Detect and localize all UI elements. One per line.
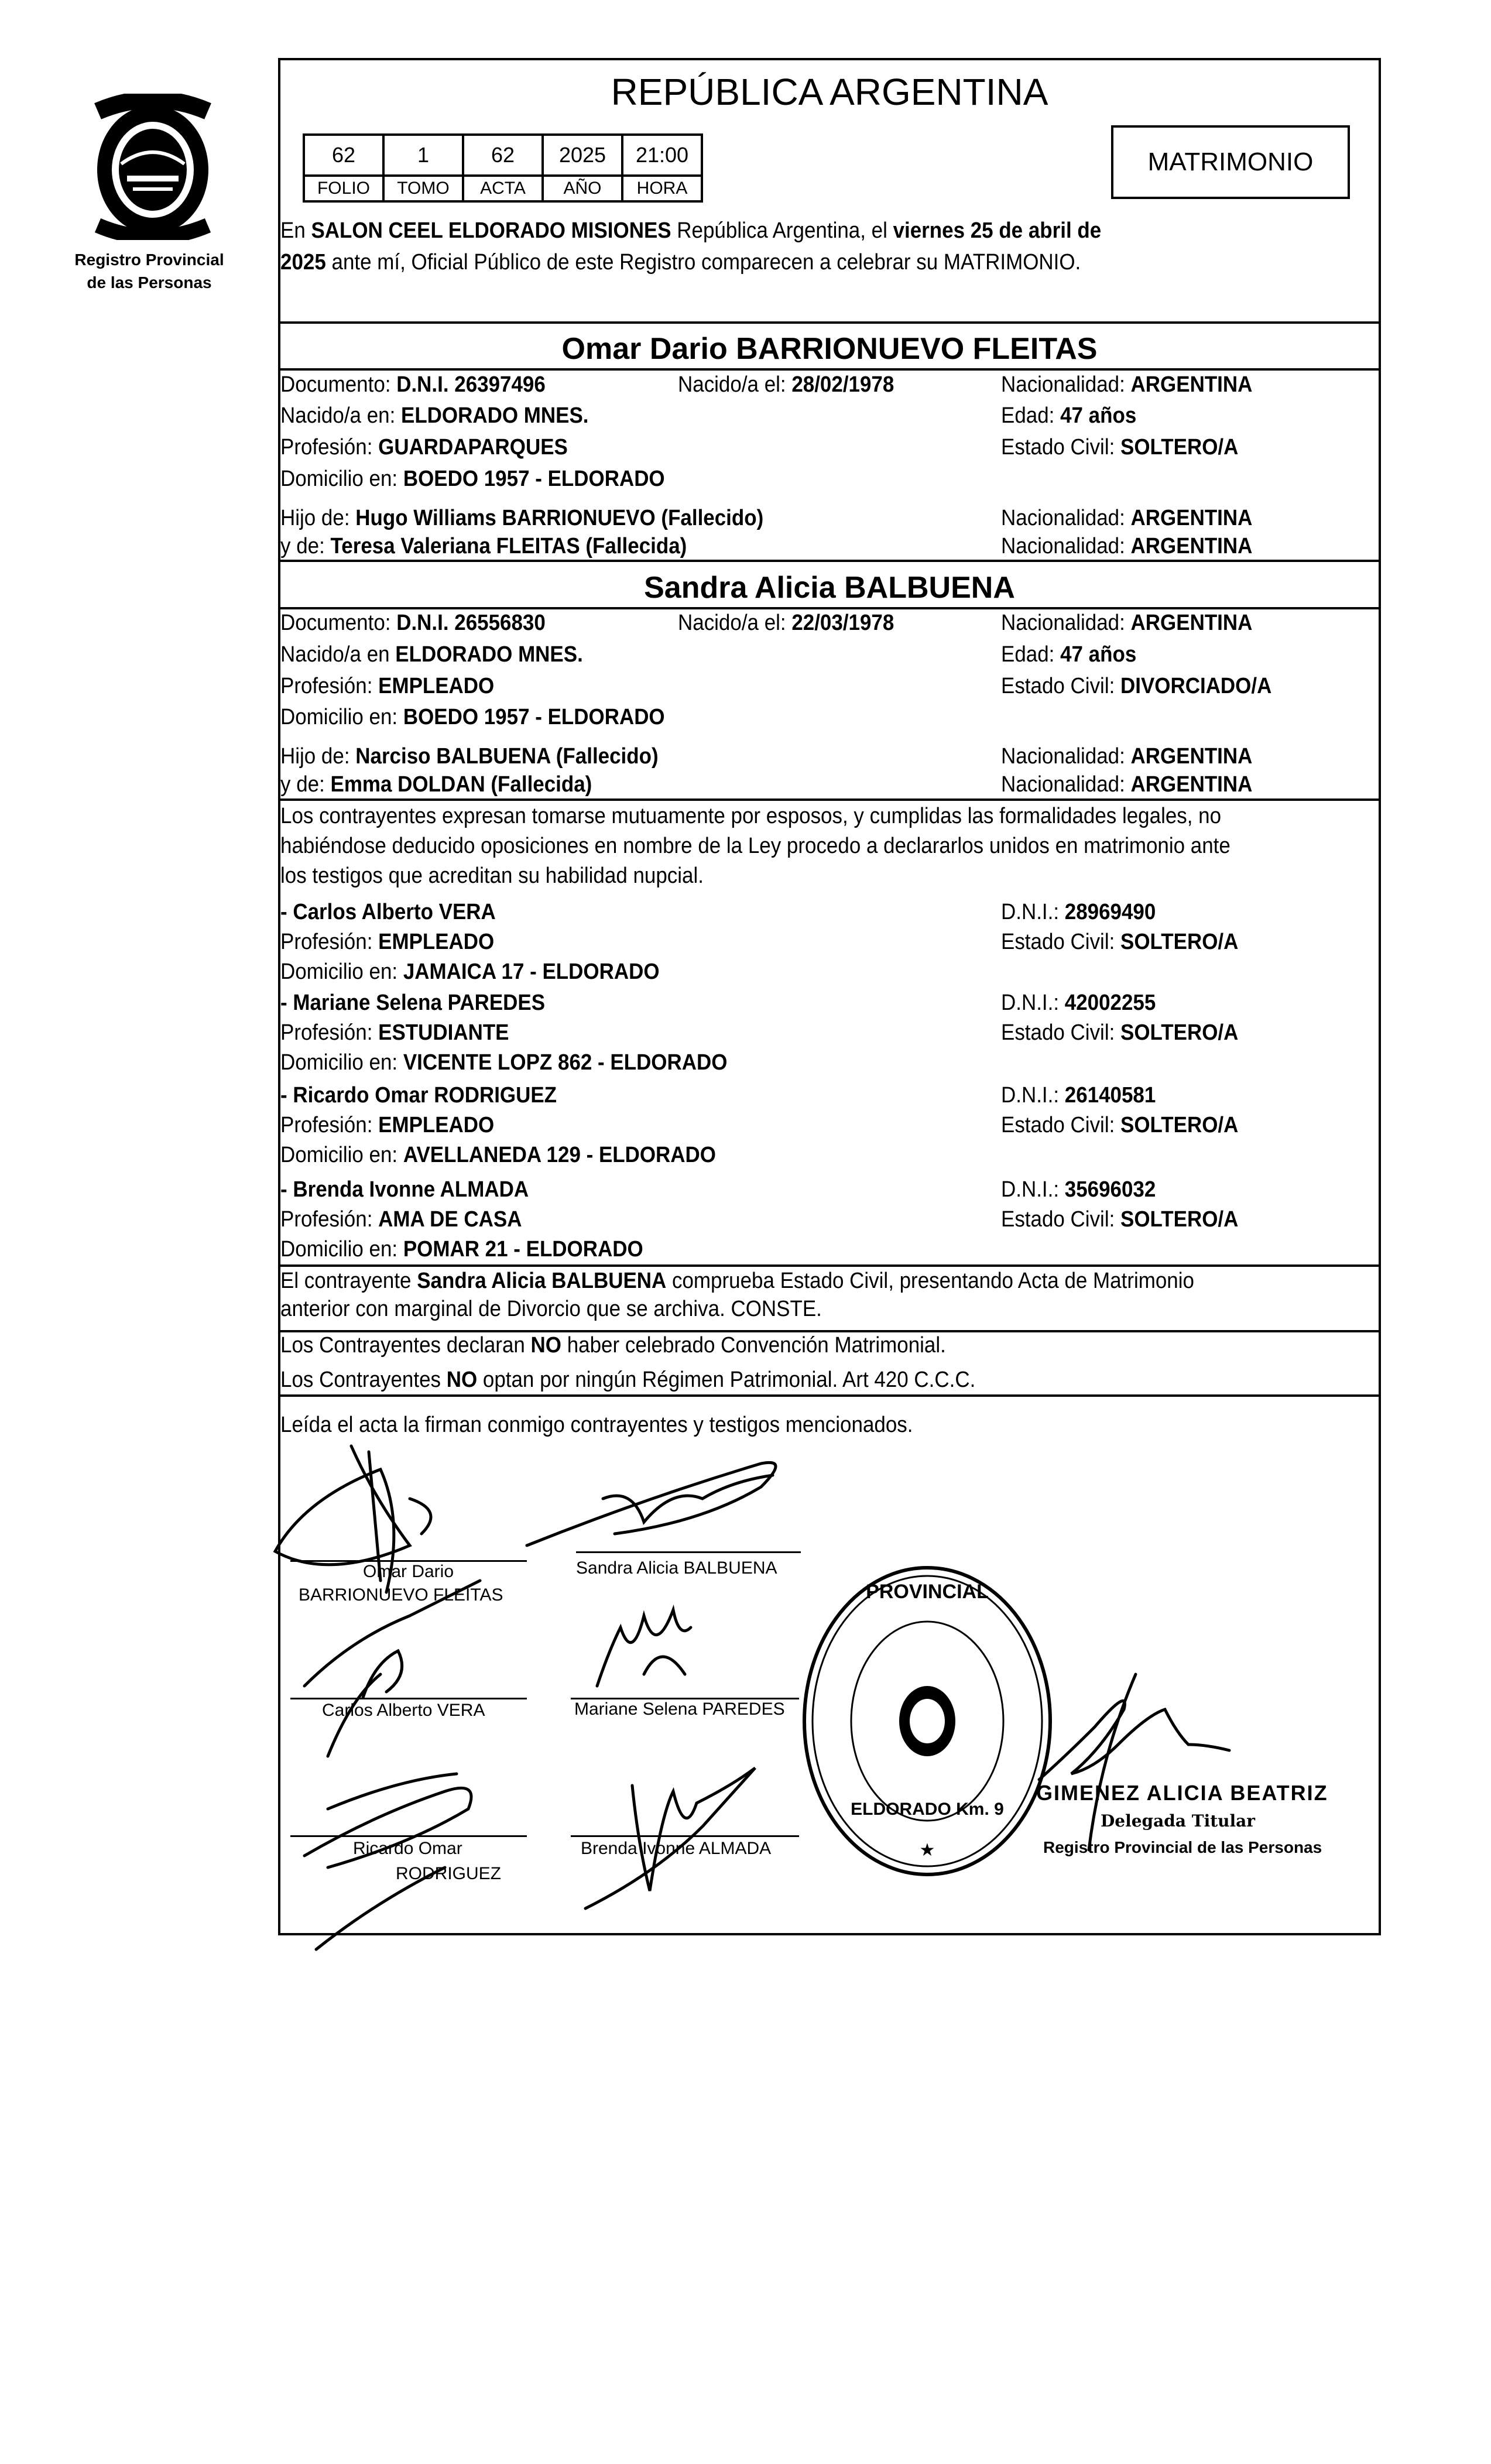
- acta-label: ACTA: [463, 176, 543, 201]
- spouse2-signature-label: Sandra Alicia BALBUENA: [576, 1558, 777, 1578]
- spouse2-name: Sandra Alicia BALBUENA: [644, 571, 1015, 605]
- label: Documento:: [280, 611, 397, 635]
- official-role: Delegada Titular: [1101, 1811, 1256, 1831]
- signature-intro: Leída el acta la firman conmigo contrayentes y testigos mencionados.: [280, 1413, 913, 1437]
- text: NO: [530, 1333, 561, 1358]
- value: BOEDO 1957 - ELDORADO: [403, 705, 665, 729]
- label: Domicilio en:: [280, 1050, 403, 1075]
- value: GUARDAPARQUES: [378, 435, 568, 460]
- label: Nacido/a el:: [678, 372, 792, 397]
- value: ARGENTINA: [1130, 772, 1253, 797]
- signature-spouse2: [527, 1462, 776, 1545]
- label: Estado Civil:: [1001, 435, 1121, 460]
- intro-text: República Argentina, el: [671, 218, 893, 243]
- witness-name: - Carlos Alberto VERA: [280, 900, 496, 924]
- hour-label: HORA: [622, 176, 702, 201]
- value: 47 años: [1060, 642, 1137, 667]
- label: Nacido/a en:: [280, 403, 402, 428]
- spouse1-signature-label-1: Omar Dario: [363, 1562, 454, 1581]
- label: Profesión:: [280, 674, 379, 698]
- value: SOLTERO/A: [1120, 930, 1239, 954]
- label: Estado Civil:: [1001, 1207, 1121, 1232]
- value: Hugo Williams BARRIONUEVO (Fallecido): [355, 506, 764, 530]
- witness1-signature-label: Carlos Alberto VERA: [322, 1701, 485, 1720]
- signature-witness1: [304, 1581, 480, 1756]
- value: SOLTERO/A: [1120, 435, 1239, 460]
- value: AMA DE CASA: [378, 1207, 522, 1232]
- label: Profesión:: [280, 930, 379, 954]
- act-type-box: MATRIMONIO: [1111, 125, 1350, 199]
- label: Estado Civil:: [1001, 1113, 1121, 1137]
- value: D.N.I. 26556830: [396, 611, 546, 635]
- official-name: GIMENEZ ALICIA BEATRIZ: [1036, 1781, 1328, 1805]
- value: ARGENTINA: [1130, 534, 1253, 558]
- value: ELDORADO MNES.: [401, 403, 589, 428]
- declaration-line-3: los testigos que acreditan su habilidad nupcial.: [280, 863, 704, 888]
- value: EMPLEADO: [378, 930, 495, 954]
- signature-witness4: [585, 1768, 755, 1908]
- label: Documento:: [280, 372, 397, 397]
- label: D.N.I.:: [1001, 1177, 1065, 1202]
- label: Nacionalidad:: [1001, 372, 1131, 397]
- label: Estado Civil:: [1001, 674, 1121, 698]
- label: y de:: [280, 772, 331, 797]
- label: Domicilio en:: [280, 1237, 403, 1262]
- registry-caption-line1: Registro Provincial: [74, 251, 224, 269]
- intro-text: ante mí, Oficial Público de este Registro comparecen a celebrar su MATRIMONIO.: [325, 250, 1081, 275]
- spouse1-signature-label-2: BARRIONUEVO FLEITAS: [299, 1585, 503, 1605]
- label: Profesión:: [280, 1207, 379, 1232]
- witness3-signature-label-1: Ricardo Omar: [353, 1839, 462, 1858]
- witness3-signature-label-2: RODRIGUEZ: [396, 1864, 501, 1883]
- value: 26140581: [1064, 1083, 1156, 1108]
- text: El contrayente: [280, 1269, 417, 1293]
- label: Nacido/a en: [280, 642, 396, 667]
- value: ARGENTINA: [1130, 744, 1253, 769]
- value: POMAR 21 - ELDORADO: [403, 1237, 643, 1262]
- value: EMPLEADO: [378, 674, 495, 698]
- spouse-name: Sandra Alicia BALBUENA: [417, 1269, 667, 1293]
- acta-value: 62: [463, 135, 543, 176]
- ceremony-year: 2025: [280, 250, 326, 275]
- witness-name: - Brenda Ivonne ALMADA: [280, 1177, 529, 1202]
- text: optan por ningún Régimen Patrimonial. Art 420 C.C.C.: [477, 1368, 976, 1392]
- value: 42002255: [1064, 991, 1156, 1015]
- label: Domicilio en:: [280, 705, 403, 729]
- civil-status-note-line-2: anterior con marginal de Divorcio que se archiva. CONSTE.: [280, 1297, 822, 1321]
- label: D.N.I.:: [1001, 991, 1065, 1015]
- value: JAMAICA 17 - ELDORADO: [403, 959, 660, 984]
- svg-text:★: ★: [919, 1841, 935, 1860]
- label: Profesión:: [280, 435, 379, 460]
- label: D.N.I.:: [1001, 1083, 1065, 1108]
- spouse1-name: Omar Dario BARRIONUEVO FLEITAS: [561, 332, 1098, 366]
- value: DIVORCIADO/A: [1120, 674, 1272, 698]
- label: Hijo de:: [280, 744, 356, 769]
- declaration-line-2: habiéndose deducido oposiciones en nombre de la Ley procedo a declararlos unidos en matrimonio ante: [280, 834, 1230, 858]
- value: BOEDO 1957 - ELDORADO: [403, 467, 665, 491]
- value: ARGENTINA: [1130, 372, 1253, 397]
- value: ARGENTINA: [1130, 506, 1253, 530]
- text: NO: [446, 1368, 478, 1392]
- label: Nacido/a el:: [678, 611, 792, 635]
- document-title: REPÚBLICA ARGENTINA: [611, 71, 1048, 113]
- text: Los Contrayentes declaran: [280, 1333, 531, 1358]
- value: SOLTERO/A: [1120, 1207, 1239, 1232]
- value: ELDORADO MNES.: [395, 642, 583, 667]
- label: y de:: [280, 534, 331, 558]
- svg-text:PROVINCIAL: PROVINCIAL: [866, 1581, 989, 1603]
- label: Nacionalidad:: [1001, 611, 1131, 635]
- folio-label: FOLIO: [304, 176, 383, 201]
- tomo-value: 1: [383, 135, 463, 176]
- ceremony-date: viernes 25 de abril de: [893, 218, 1102, 243]
- value: EMPLEADO: [378, 1113, 495, 1137]
- signature-witness3: [304, 1774, 471, 1949]
- label: Domicilio en:: [280, 1143, 403, 1167]
- label: Nacionalidad:: [1001, 772, 1131, 797]
- text: comprueba Estado Civil, presentando Acta de Matrimonio: [666, 1269, 1194, 1293]
- tomo-label: TOMO: [383, 176, 463, 201]
- value: ESTUDIANTE: [378, 1020, 509, 1045]
- value: 47 años: [1060, 403, 1137, 428]
- witness2-signature-label: Mariane Selena PAREDES: [574, 1699, 785, 1719]
- value: VICENTE LOPZ 862 - ELDORADO: [403, 1050, 728, 1075]
- registry-caption-line2: de las Personas: [87, 273, 212, 292]
- value: 22/03/1978: [791, 611, 894, 635]
- value: SOLTERO/A: [1120, 1020, 1239, 1045]
- value: 28969490: [1064, 900, 1156, 924]
- label: Edad:: [1001, 403, 1061, 428]
- signature-witness2: [597, 1610, 691, 1686]
- label: Estado Civil:: [1001, 930, 1121, 954]
- value: D.N.I. 26397496: [396, 372, 546, 397]
- value: 35696032: [1064, 1177, 1156, 1202]
- ceremony-place: SALON CEEL ELDORADO MISIONES: [311, 218, 671, 243]
- label: Profesión:: [280, 1113, 379, 1137]
- declaration-line-1: Los contrayentes expresan tomarse mutuamente por esposos, y cumplidas las formalidades legales, no: [280, 804, 1222, 828]
- label: Nacionalidad:: [1001, 506, 1131, 530]
- label: Domicilio en:: [280, 959, 403, 984]
- value: Narciso BALBUENA (Fallecido): [355, 744, 659, 769]
- text: haber celebrado Convención Matrimonial.: [561, 1333, 946, 1358]
- signature-spouse1: [275, 1446, 431, 1592]
- label: Nacionalidad:: [1001, 534, 1131, 558]
- value: SOLTERO/A: [1120, 1113, 1239, 1137]
- value: AVELLANEDA 129 - ELDORADO: [403, 1143, 717, 1167]
- year-value: 2025: [543, 135, 622, 176]
- value: Teresa Valeriana FLEITAS (Fallecida): [330, 534, 687, 558]
- label: Profesión:: [280, 1020, 379, 1045]
- folio-value: 62: [304, 135, 383, 176]
- label: Hijo de:: [280, 506, 356, 530]
- hour-value: 21:00: [622, 135, 702, 176]
- witness-name: - Ricardo Omar RODRIGUEZ: [280, 1083, 557, 1108]
- label: Estado Civil:: [1001, 1020, 1121, 1045]
- text: Los Contrayentes: [280, 1368, 447, 1392]
- label: Domicilio en:: [280, 467, 403, 491]
- svg-text:ELDORADO Km. 9: ELDORADO Km. 9: [851, 1800, 1004, 1819]
- value: Emma DOLDAN (Fallecida): [330, 772, 592, 797]
- label: Edad:: [1001, 642, 1061, 667]
- label: D.N.I.:: [1001, 900, 1065, 924]
- official-organization: Registro Provincial de las Personas: [1043, 1838, 1322, 1856]
- label: Nacionalidad:: [1001, 744, 1131, 769]
- intro-text: En: [280, 218, 311, 243]
- value: 28/02/1978: [791, 372, 894, 397]
- witness4-signature-label: Brenda Ivonne ALMADA: [581, 1839, 772, 1858]
- witness-name: - Mariane Selena PAREDES: [280, 991, 546, 1015]
- year-label: AÑO: [543, 176, 622, 201]
- value: ARGENTINA: [1130, 611, 1253, 635]
